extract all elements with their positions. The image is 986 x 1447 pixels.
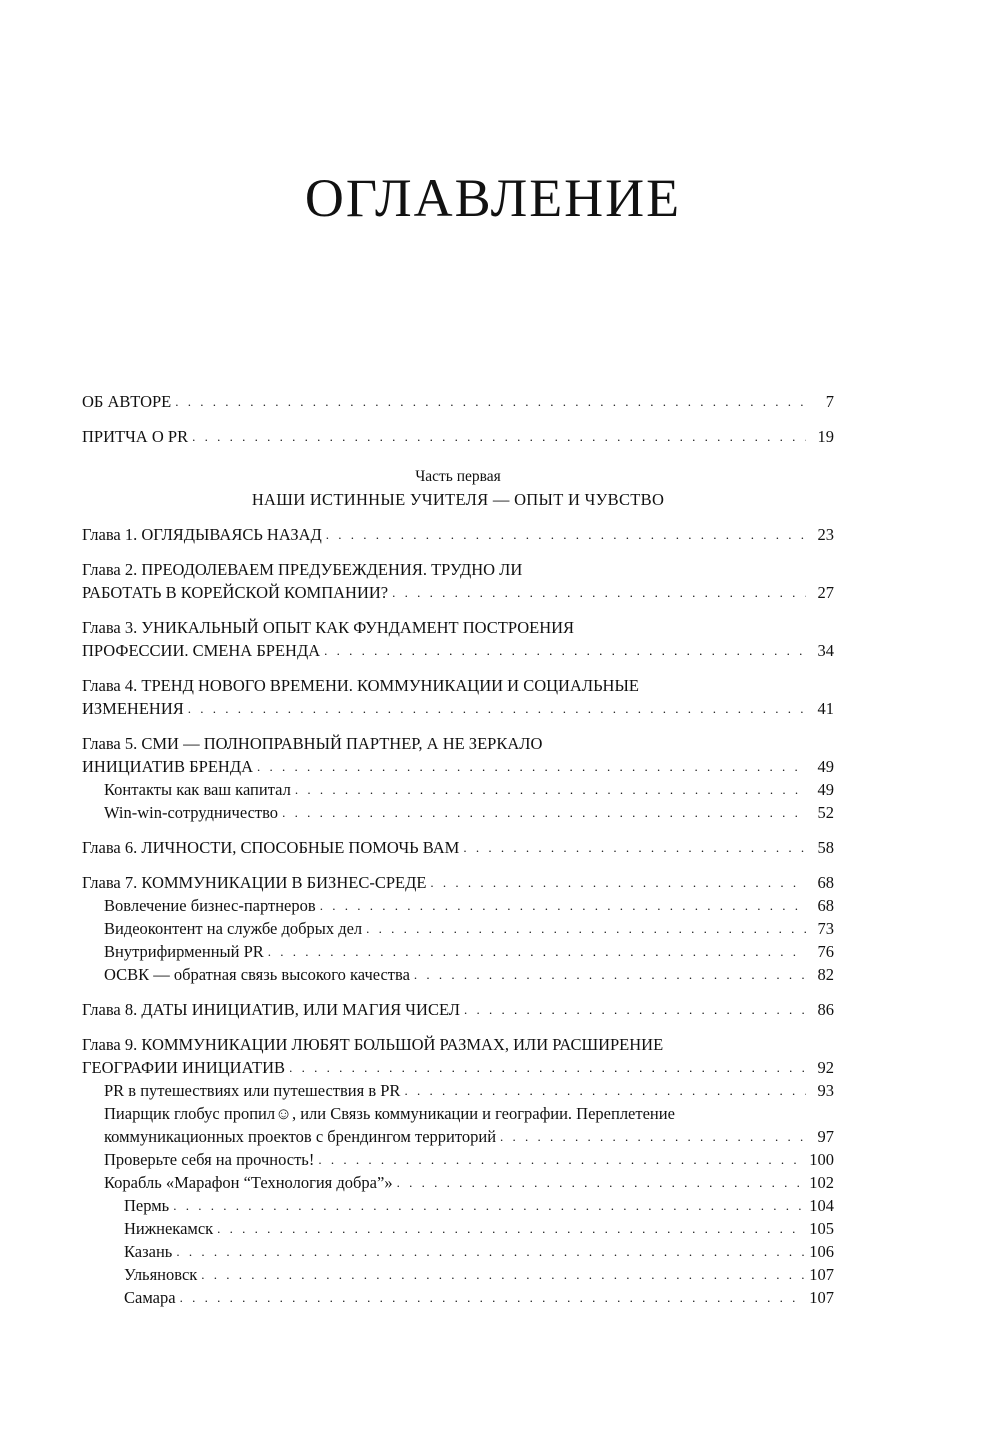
toc-entry-chapter-3[interactable] [82,616,834,662]
page-title: ОГЛАВЛЕНИЕ [304,168,682,228]
entry-label: коммуникационных проектов с брендингом территорий [104,1127,497,1146]
page-number: 68 [817,873,834,892]
dot-leader [295,778,806,801]
toc-city-entry[interactable] [82,1286,834,1309]
toc-subentry[interactable] [82,778,834,801]
entry-label: РАБОТАТЬ В КОРЕЙСКОЙ КОМПАНИИ? [82,583,389,602]
page-number: 100 [809,1150,834,1169]
toc-city-entry[interactable] [82,1240,834,1263]
entry-label: PR в путешествиях или путешествия в PR [104,1081,401,1100]
toc-subentry[interactable] [82,894,834,917]
entry-label: Видеоконтент на службе добрых дел [104,919,363,938]
dot-leader [463,836,806,859]
toc-entry-about-author[interactable] [82,390,834,413]
entry-label: ГЕОГРАФИИ ИНИЦИАТИВ [82,1058,286,1077]
toc-entry-chapter-1[interactable] [82,523,834,546]
page-number: 104 [809,1196,834,1215]
entry-label: ОБ АВТОРЕ [82,392,172,411]
page-number: 58 [817,838,834,857]
entry-label-line: Глава 4. ТРЕНД НОВОГО ВРЕМЕНИ. КОММУНИКАЦИИ И СОЦИАЛЬНЫЕ [82,676,639,695]
dot-leader [180,1286,806,1309]
dot-leader [324,639,806,662]
dot-leader [257,755,806,778]
toc-subentry[interactable] [82,1171,834,1194]
part-heading: Часть первая [415,468,501,485]
page-number: 82 [817,965,834,984]
page-number: 68 [817,896,834,915]
toc-city-entry[interactable] [82,1194,834,1217]
dot-leader [430,871,806,894]
entry-label-line: Глава 2. ПРЕОДОЛЕВАЕМ ПРЕДУБЕЖДЕНИЯ. ТРУДНО ЛИ [82,560,523,579]
toc-subentry[interactable] [82,1148,834,1171]
dot-leader [500,1125,806,1148]
entry-label-line: Глава 3. УНИКАЛЬНЫЙ ОПЫТ КАК ФУНДАМЕНТ ПОСТРОЕНИЯ [82,618,575,637]
entry-label: ПРИТЧА О PR [82,427,189,446]
dot-leader [268,940,806,963]
page-number: 86 [817,1000,834,1019]
toc-city-entry[interactable] [82,1263,834,1286]
dot-leader [188,697,806,720]
dot-leader [392,581,806,604]
toc-entry-chapter-9[interactable] [82,1033,834,1079]
dot-leader [201,1263,805,1286]
entry-label: Глава 1. ОГЛЯДЫВАЯСЬ НАЗАД [82,525,322,544]
dot-leader [173,1194,805,1217]
dot-leader [289,1056,806,1079]
page-number: 97 [817,1127,834,1146]
entry-label-line: Глава 5. СМИ — ПОЛНОПРАВНЫЙ ПАРТНЕР, А НЕ ЗЕРКАЛО [82,734,543,753]
dot-leader [320,894,806,917]
toc-entry-chapter-7[interactable] [82,871,834,894]
dot-leader [176,1240,805,1263]
entry-label: Глава 6. ЛИЧНОСТИ, СПОСОБНЫЕ ПОМОЧЬ ВАМ [82,838,460,857]
part-title: НАШИ ИСТИННЫЕ УЧИТЕЛЯ — ОПЫТ И ЧУВСТВО [251,490,665,509]
page-number: 92 [817,1058,834,1077]
page-number: 107 [809,1265,834,1284]
dot-leader [326,523,806,546]
toc-entry-chapter-4[interactable] [82,674,834,720]
entry-label: Проверьте себя на прочность! [104,1150,315,1169]
toc-subentry[interactable] [82,917,834,940]
toc-subentry[interactable] [82,1079,834,1102]
entry-label: Win-win-сотрудничество [104,803,279,822]
page-number: 105 [809,1219,834,1238]
entry-label-line: Глава 9. КОММУНИКАЦИИ ЛЮБЯТ БОЛЬШОЙ РАЗМАХ, ИЛИ РАСШИРЕНИЕ [82,1035,664,1054]
toc-entry-chapter-2[interactable] [82,558,834,604]
dot-leader [318,1148,805,1171]
dot-leader [366,917,806,940]
dot-leader [217,1217,805,1240]
dot-leader [414,963,806,986]
toc-entry-chapter-6[interactable] [82,836,834,859]
toc-subentry[interactable] [82,801,834,824]
entry-label: Нижнекамск [124,1219,214,1238]
page-number: 106 [809,1242,834,1261]
entry-label-line: Пиарщик глобус пропил☺, или Связь коммуникации и географии. Переплетение [104,1104,675,1123]
page-number: 73 [817,919,834,938]
entry-label: Казань [124,1242,173,1261]
dot-leader [282,801,806,824]
entry-label: Глава 7. КОММУНИКАЦИИ В БИЗНЕС-СРЕДЕ [82,873,427,892]
dot-leader [192,425,806,448]
page-number: 41 [817,699,834,718]
entry-label: Внутрифирменный PR [104,942,264,961]
dot-leader [464,998,806,1021]
page-number: 49 [817,757,834,776]
page-number: 93 [817,1081,834,1100]
dot-leader [175,390,806,413]
toc-subentry[interactable] [82,1102,834,1148]
toc-entry-parable[interactable] [82,425,834,448]
entry-label: Ульяновск [124,1265,198,1284]
toc-subentry[interactable] [82,940,834,963]
dot-leader [404,1079,806,1102]
entry-label: ПРОФЕССИИ. СМЕНА БРЕНДА [82,641,321,660]
page-number: 107 [809,1288,834,1307]
page-number: 27 [817,583,834,602]
entry-label: ИЗМЕНЕНИЯ [82,699,184,718]
page-number: 34 [817,641,834,660]
page-number: 19 [817,427,834,446]
toc-city-entry[interactable] [82,1217,834,1240]
toc-entry-chapter-8[interactable] [82,998,834,1021]
page-number: 7 [825,392,834,411]
entry-label: Корабль «Марафон “Технология добра”» [104,1173,393,1192]
page-number: 102 [809,1173,834,1192]
page-number: 76 [817,942,834,961]
entry-label: Глава 8. ДАТЫ ИНИЦИАТИВ, ИЛИ МАГИЯ ЧИСЕЛ [82,1000,461,1019]
entry-label: ИНИЦИАТИВ БРЕНДА [82,757,253,776]
dot-leader [397,1171,806,1194]
entry-label: Вовлечение бизнес-партнеров [104,896,316,915]
table-of-contents [82,390,834,1309]
entry-label: Пермь [124,1196,170,1215]
entry-label: Контакты как ваш капитал [104,780,291,799]
entry-label: ОСВК — обратная связь высокого качества [104,965,410,984]
page-number: 23 [817,525,834,544]
toc-subentry[interactable] [82,963,834,986]
page-number: 49 [817,780,834,799]
entry-label: Самара [124,1288,176,1307]
toc-entry-chapter-5[interactable] [82,732,834,778]
page-number: 52 [817,803,834,822]
